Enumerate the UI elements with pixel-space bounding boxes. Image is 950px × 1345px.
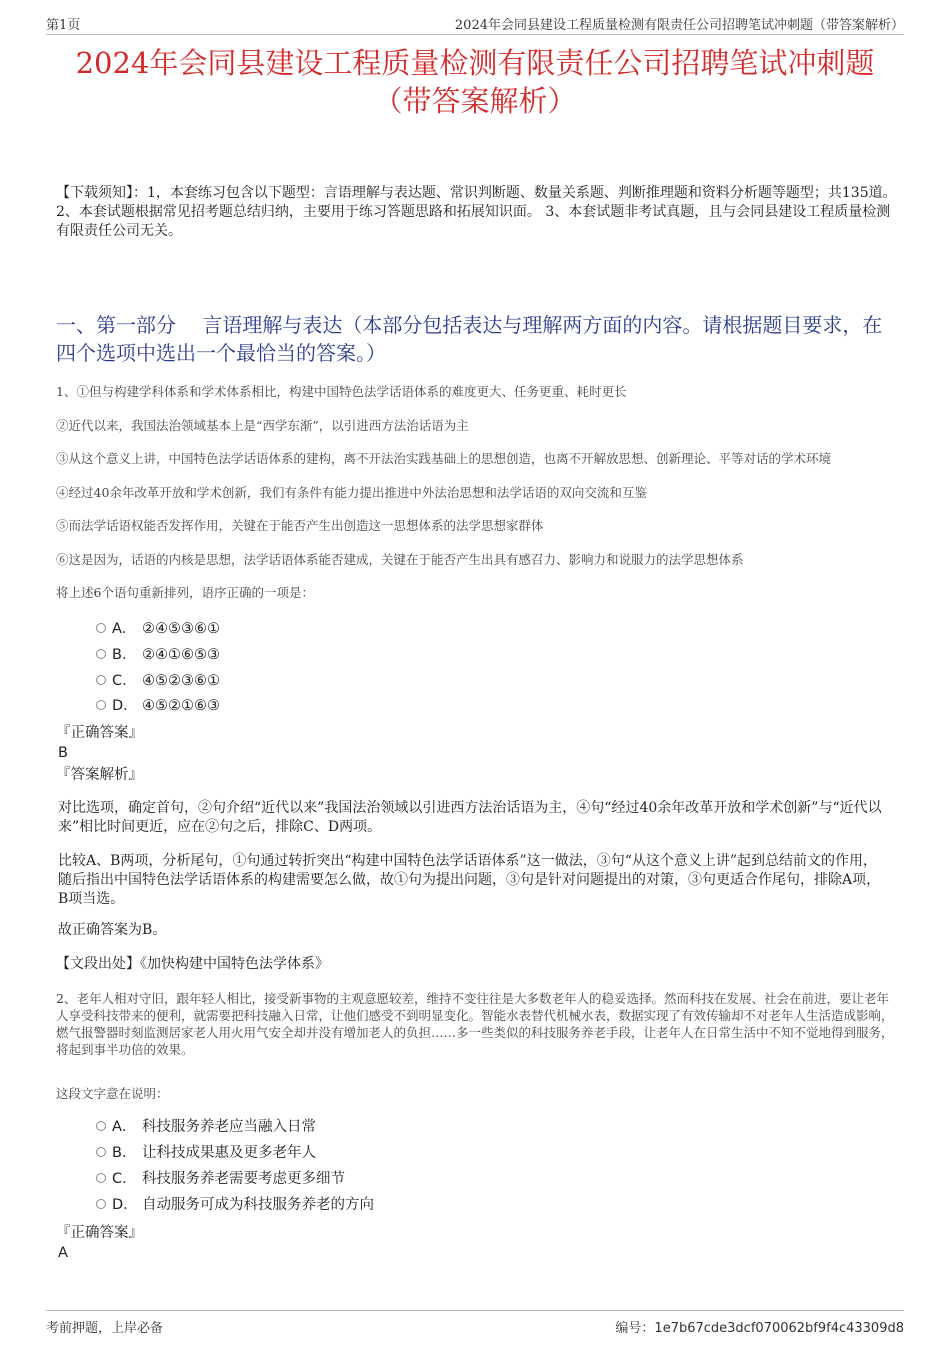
q2-stem: 2、老年人相对守旧，跟年轻人相比，接受新事物的主观意愿较差，维持不变往往是大多数老年人的稳妥选择。然而科技在发展、社会在前进，要让老年人享受科技带来的便利，就需要把科技融入日常，让他们感受不到明显变化。智能水表替代机械水表，数据实现了有效传输却不对老年人生活造成影响，燃气报警器时刻监测居家老人用火用气安全却并没有增加老人的负担……多一些类似的科技服务养老手段，让老年人在日常生活中不知不觉地得到服务，将起到事半功倍的效果。 xyxy=(56,991,894,1057)
page-header xyxy=(46,14,904,35)
section-heading: 一、第一部分 言语理解与表达（本部分包括表达与理解两方面的内容。请根据题目要求，在四个选项中选出一个最恰当的答案。） xyxy=(56,313,883,365)
q1-line: 1、①但与构建学科体系和学术体系相比，构建中国特色法学话语体系的难度更大、任务更重、耗时更长 xyxy=(56,384,627,399)
q2-option-d[interactable]: D． 自动服务可成为科技服务养老的方向 xyxy=(96,1195,374,1215)
q1-analysis-para: 对比选项，确定首句，②句介绍“近代以来”我国法治领域以引进西方法治话语为主，④句“经过40余年改革开放和学术创新”与“近代以来”相比时间更近，应在②句之后，排除C、D两项。 xyxy=(58,800,882,835)
q1-source: 【文段出处】《加快构建中国特色法学体系》 xyxy=(56,956,329,972)
title-line-2: （带答案解析） xyxy=(373,84,577,118)
q2-option-a[interactable]: A． 科技服务养老应当融入日常 xyxy=(96,1117,316,1137)
radio-icon[interactable] xyxy=(96,623,106,633)
q2-question: 这段文字意在说明： xyxy=(56,1086,169,1101)
radio-icon[interactable] xyxy=(96,1147,106,1157)
footer-slogan: 考前押题，上岸必备 xyxy=(46,1321,164,1336)
q2-option-c[interactable]: C． 科技服务养老需要考虑更多细节 xyxy=(96,1169,345,1189)
page-number: 第1页 xyxy=(46,18,81,33)
q1-option-b[interactable]: B． ②④①⑥⑤③ xyxy=(96,645,220,665)
document-title xyxy=(30,44,920,120)
q1-line: ③从这个意义上讲，中国特色法学话语体系的建构，离不开法治实践基础上的思想创造，也离不开解放思想、创新理论、平等对话的学术环境 xyxy=(56,451,832,466)
q1-option-c[interactable]: C． ④⑤②③⑥① xyxy=(96,671,220,691)
footer-code: 编号：1e7b67cde3dcf070062bf9f4c43309d8 xyxy=(615,1321,904,1336)
radio-icon[interactable] xyxy=(96,1173,106,1183)
q1-line: ④经过40余年改革开放和学术创新，我们有条件有能力提出推进中外法治思想和法学话语的双向交流和互鉴 xyxy=(56,485,647,500)
radio-icon[interactable] xyxy=(96,1199,106,1209)
q1-analysis-label: 『答案解析』 xyxy=(56,767,143,783)
q1-option-d[interactable]: D． ④⑤②①⑥③ xyxy=(96,696,220,716)
q1-question: 将上述6个语句重新排列，语序正确的一项是： xyxy=(56,585,314,600)
q2-answer: A xyxy=(58,1245,68,1261)
q1-line: ⑤而法学话语权能否发挥作用，关键在于能否产生出创造这一思想体系的法学思想家群体 xyxy=(56,518,544,533)
radio-icon[interactable] xyxy=(96,700,106,710)
q1-analysis-para: 故正确答案为B。 xyxy=(58,922,167,938)
download-notice: 【下载须知】：1，本套练习包含以下题型：言语理解与表达题、常识判断题、数量关系题、判断推理题和资料分析题等题型；共135道。 2、本套试题根据常见招考题总结归纳，主要用于练习答题思路和拓展知识面。 3、本套试题非考试真题，且与会同县建设工程质量检测有限责任公司无关。 xyxy=(56,185,897,239)
q1-answer: B xyxy=(58,745,68,761)
q1-analysis-para: 比较A、B两项，分析尾句，①句通过转折突出“构建中国特色法学话语体系”这一做法，③句“从这个意义上讲”起到总结前文的作用，随后指出中国特色法学话语体系的构建需要怎么做，故①句为提出问题，③句是针对问题提出的对策，③句更适合作尾句，排除A项，B项当选。 xyxy=(58,853,881,907)
q1-line: ⑥这是因为，话语的内核是思想，法学话语体系能否建成，关键在于能否产生出具有感召力、影响力和说服力的法学思想体系 xyxy=(56,552,744,567)
page-footer xyxy=(46,1310,904,1335)
q1-option-a[interactable]: A． ②④⑤③⑥① xyxy=(96,619,220,639)
q2-option-b[interactable]: B． 让科技成果惠及更多老年人 xyxy=(96,1143,316,1163)
header-doc-title: 2024年会同县建设工程质量检测有限责任公司招聘笔试冲刺题（带答案解析） xyxy=(454,18,904,33)
q1-answer-label: 『正确答案』 xyxy=(56,725,143,741)
radio-icon[interactable] xyxy=(96,1121,106,1131)
q1-line: ②近代以来，我国法治领域基本上是“西学东渐”，以引进西方法治话语为主 xyxy=(56,418,469,433)
radio-icon[interactable] xyxy=(96,649,106,659)
q2-answer-label: 『正确答案』 xyxy=(56,1225,143,1241)
radio-icon[interactable] xyxy=(96,675,106,685)
title-line-1: 2024年会同县建设工程质量检测有限责任公司招聘笔试冲刺题 xyxy=(75,46,875,80)
